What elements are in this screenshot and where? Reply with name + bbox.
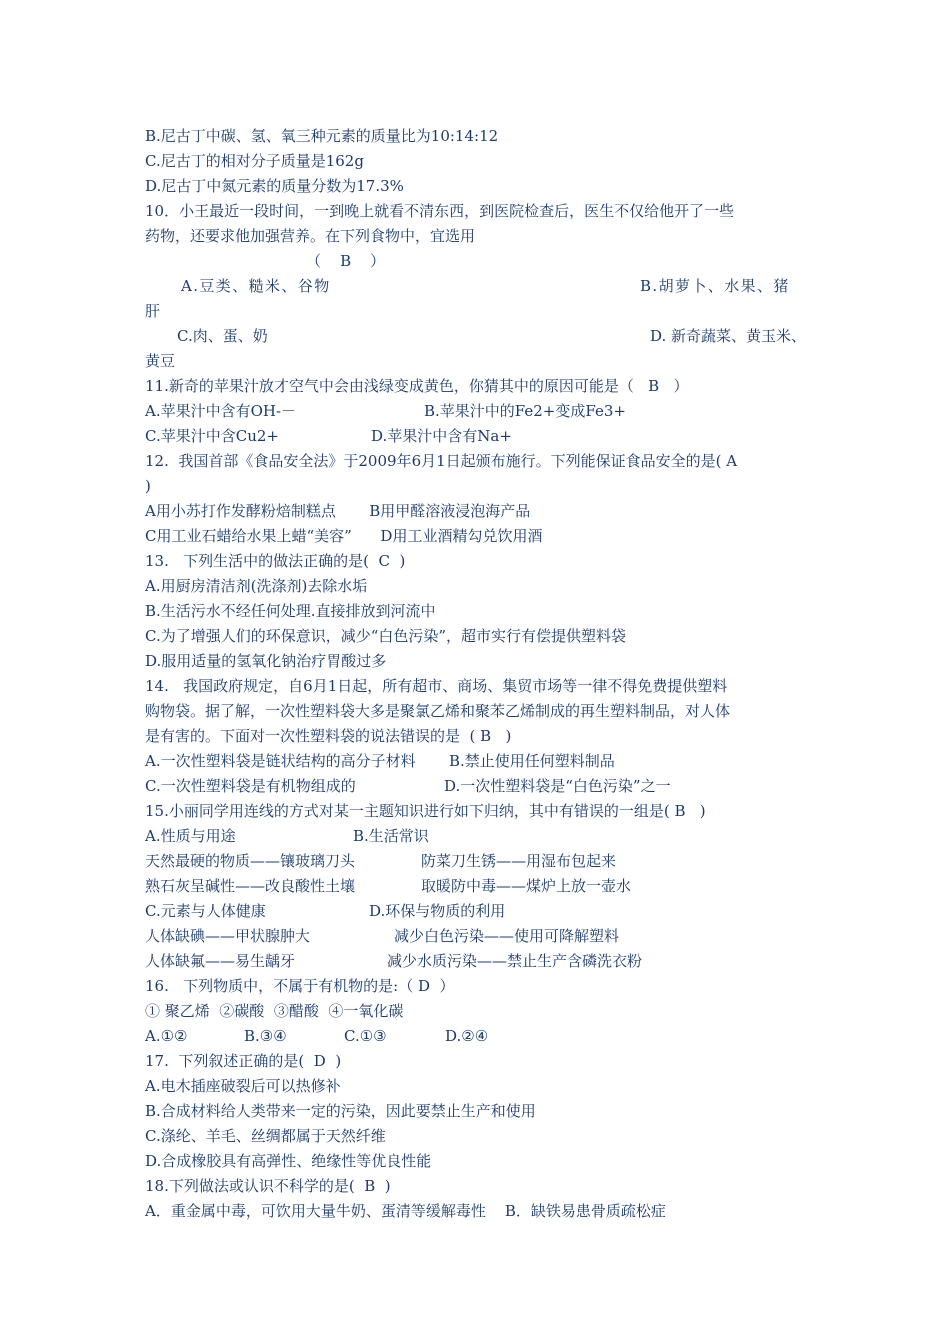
text-line: C.涤纶、羊毛、丝绸都属于天然纤维 [145,1127,386,1145]
group-d-heading: D.环保与物质的利用 [369,902,506,920]
option-b: B.胡萝卜、水果、猪 [640,277,790,295]
text-line: D.尼古丁中氮元素的质量分数为17.3% [145,177,404,195]
text-line: 熟石灰呈碱性——改良酸性土壤 [145,877,356,895]
option-a: A.苹果汁中含有OH-－ [145,402,297,420]
text-line: 15.小丽同学用连线的方式对某一主题知识进行如下归纳，其中有错误的一组是( B ) [145,802,706,820]
text-line: A用小苏打作发酵粉焙制糕点 B用甲醛溶液浸泡海产品 [145,502,531,520]
option-c: C.苹果汁中含Cu2+ [145,427,279,445]
group-a-heading: A.性质与用途 [145,827,236,845]
option-d: D.一次性塑料袋是“白色污染”之一 [444,777,671,795]
text-line: B.尼古丁中碳、氢、氧三种元素的质量比为10:14:12 [145,127,499,145]
option-a: A.①② [145,1027,188,1045]
text-line: C.为了增强人们的环保意识，减少“白色污染”，超市实行有偿提供塑料袋 [145,627,627,645]
text-line: 黄豆 [145,352,176,370]
text-line: D.合成橡胶具有高弹性、绝缘性等优良性能 [145,1152,432,1170]
text-line: ① 聚乙烯 ②碳酸 ③醋酸 ④一氧化碳 [145,1002,404,1020]
option-c: C.①③ [344,1027,387,1045]
option-c: C.肉、蛋、奶 [177,327,268,345]
group-b-heading: B.生活常识 [353,827,429,845]
option-d: D. 新奇蔬菜、黄玉米、 [650,327,807,345]
text-line: 14. 我国政府规定，自6月1日起，所有超市、商场、集贸市场等一律不得免费提供塑料 [145,677,728,695]
text-line: 16. 下列物质中，不属于有机物的是:（ D ） [145,977,455,995]
text-line: ) [145,477,151,495]
text-line: 人体缺碘——甲状腺肿大 [145,927,311,945]
text-line: 10．小王最近一段时间，一到晚上就看不清东西，到医院检查后，医生不仅给他开了一些 [145,202,735,220]
text-line: 肝 [145,302,161,320]
answer-bracket: （ B ） [306,252,386,270]
text-line: 天然最硬的物质——镶玻璃刀头 [145,852,356,870]
text-line: 17. 下列叙述正确的是( D ) [145,1052,342,1070]
option-d: D.苹果汁中含有Na+ [371,427,512,445]
text-line: 取暖防中毒——煤炉上放一壶水 [421,877,632,895]
text-line: A.电木插座破裂后可以热修补 [145,1077,341,1095]
text-line: 是有害的。下面对一次性塑料袋的说法错误的是 ( B ) [145,727,512,745]
text-line: A．重金属中毒，可饮用大量牛奶、蛋清等缓解毒性 B．缺铁易患骨质疏松症 [145,1202,666,1220]
text-line: A.一次性塑料袋是链状结构的高分子材料 B.禁止使用任何塑料制品 [145,752,615,770]
text-line: B.生活污水不经任何处理.直接排放到河流中 [145,602,436,620]
text-line: 减少水质污染——禁止生产含磷洗衣粉 [387,952,643,970]
text-line: 减少白色污染——使用可降解塑料 [394,927,620,945]
text-line: 人体缺氟——易生龋牙 [145,952,296,970]
option-a: A.豆类、糙米、谷物 [181,277,331,295]
option-c: C.一次性塑料袋是有机物组成的 [145,777,356,795]
option-b: B.苹果汁中的Fe2+变成Fe3+ [424,402,626,420]
text-line: D.服用适量的氢氧化钠治疗胃酸过多 [145,652,387,670]
text-line: 防菜刀生锈——用湿布包起来 [421,852,617,870]
text-line: B.合成材料给人类带来一定的污染，因此要禁止生产和使用 [145,1102,536,1120]
text-line: 18.下列做法或认识不科学的是( B ) [145,1177,391,1195]
text-line: A.用厨房清洁剂(洗涤剂)去除水垢 [145,577,368,595]
text-line: C.尼古丁的相对分子质量是162g [145,152,364,170]
option-d: D.②④ [445,1027,489,1045]
text-line: 11.新奇的苹果汁放才空气中会由浅绿变成黄色，你猜其中的原因可能是（ B ） [145,377,689,395]
text-line: 12. 我国首部《食品安全法》于2009年6月1日起颁布施行。下列能保证食品安全的是( A [145,452,738,470]
text-line: 13. 下列生活中的做法正确的是( C ) [145,552,406,570]
option-b: B.③④ [244,1027,287,1045]
group-c-heading: C.元素与人体健康 [145,902,266,920]
text-line: 购物袋。据了解，一次性塑料袋大多是聚氯乙烯和聚苯乙烯制成的再生塑料制品，对人体 [145,702,731,720]
text-line: 药物，还要求他加强营养。在下列食物中，宜选用 [145,227,476,245]
text-line: C用工业石蜡给水果上蜡“美容” D用工业酒精勾兑饮用酒 [145,527,543,545]
